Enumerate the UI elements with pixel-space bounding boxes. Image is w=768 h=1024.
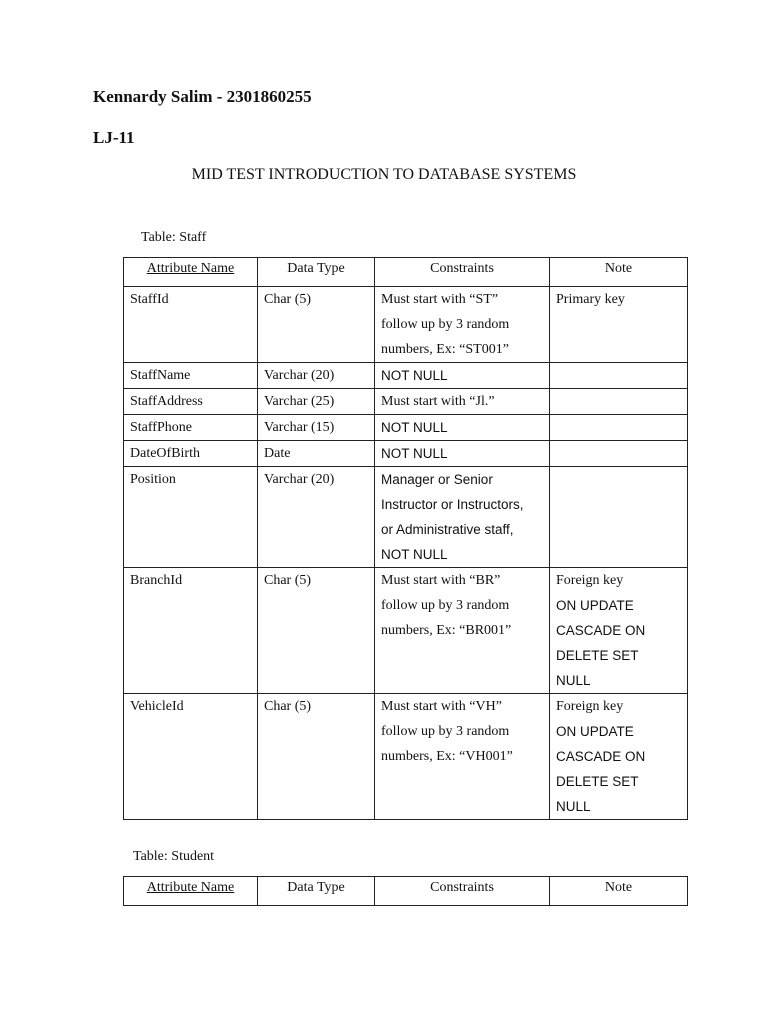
column-header-constraints: Constraints	[375, 877, 550, 906]
constraint-line: or Administrative staff,	[381, 522, 514, 537]
constraint-line: Must start with “VH”	[381, 699, 502, 714]
table-row	[124, 694, 688, 820]
staff-table-caption: Table: Staff	[141, 230, 207, 245]
constraint-line: numbers, Ex: “ST001”	[381, 342, 509, 357]
attribute-name-cell: VehicleId	[124, 694, 258, 820]
data-type-cell: Varchar (20)	[258, 467, 375, 568]
constraint-line: numbers, Ex: “BR001”	[381, 623, 512, 638]
constraint-line: Must start with “Jl.”	[381, 394, 495, 409]
table-row	[124, 441, 688, 467]
table-row	[124, 415, 688, 441]
table-row	[124, 363, 688, 389]
constraint-line: Manager or Senior	[381, 472, 493, 487]
note-line: DELETE SET	[556, 774, 639, 789]
attribute-name-cell: Position	[124, 467, 258, 568]
data-type-cell: Varchar (25)	[258, 389, 375, 415]
note-line: ON UPDATE	[556, 598, 634, 613]
attribute-name-cell: StaffId	[124, 287, 258, 363]
note-cell	[550, 363, 688, 389]
column-header-data-type: Data Type	[258, 258, 375, 287]
attribute-name-cell: BranchId	[124, 568, 258, 694]
constraints-cell	[375, 363, 550, 389]
note-line: CASCADE ON	[556, 749, 646, 764]
note-line: Foreign key	[556, 699, 624, 714]
constraints-cell	[375, 568, 550, 694]
data-type-cell: Date	[258, 441, 375, 467]
class-code: LJ-11	[93, 128, 135, 147]
note-line: NULL	[556, 799, 591, 814]
constraints-cell	[375, 441, 550, 467]
constraints-cell	[375, 389, 550, 415]
column-header-data-type: Data Type	[258, 877, 375, 906]
note-line: Primary key	[556, 292, 625, 307]
column-header-note: Note	[550, 258, 688, 287]
constraint-line: Must start with “BR”	[381, 573, 501, 588]
constraint-line: Instructor or Instructors,	[381, 497, 524, 512]
constraint-line: follow up by 3 random	[381, 598, 510, 613]
constraint-line: NOT NULL	[381, 446, 448, 461]
data-type-cell: Char (5)	[258, 568, 375, 694]
note-cell	[550, 389, 688, 415]
table-row	[124, 568, 688, 694]
column-header-attribute-name: Attribute Name	[124, 877, 258, 906]
constraint-line: numbers, Ex: “VH001”	[381, 749, 513, 764]
staff-table	[123, 257, 688, 820]
constraint-line: NOT NULL	[381, 547, 448, 562]
note-line: ON UPDATE	[556, 724, 634, 739]
column-header-constraints: Constraints	[375, 258, 550, 287]
data-type-cell: Varchar (20)	[258, 363, 375, 389]
note-cell	[550, 415, 688, 441]
data-type-cell: Char (5)	[258, 694, 375, 820]
constraint-line: Must start with “ST”	[381, 292, 499, 307]
staff-table-header-row	[124, 258, 688, 287]
student-table	[123, 876, 688, 906]
staff-table-body	[124, 287, 688, 820]
table-row	[124, 389, 688, 415]
constraints-cell	[375, 467, 550, 568]
constraint-line: NOT NULL	[381, 420, 448, 435]
table-row	[124, 287, 688, 363]
note-line: NULL	[556, 673, 591, 688]
note-line: DELETE SET	[556, 648, 639, 663]
constraint-line: follow up by 3 random	[381, 317, 510, 332]
note-cell	[550, 287, 688, 363]
note-cell	[550, 441, 688, 467]
constraint-line: follow up by 3 random	[381, 724, 510, 739]
column-header-attribute-name: Attribute Name	[124, 258, 258, 287]
note-cell	[550, 467, 688, 568]
note-cell	[550, 568, 688, 694]
note-cell	[550, 694, 688, 820]
author-line: Kennardy Salim - 2301860255	[93, 87, 312, 106]
constraints-cell	[375, 415, 550, 441]
attribute-name-cell: StaffPhone	[124, 415, 258, 441]
document-title: MID TEST INTRODUCTION TO DATABASE SYSTEMS	[191, 166, 577, 183]
student-table-caption: Table: Student	[133, 849, 215, 864]
note-line: CASCADE ON	[556, 623, 646, 638]
data-type-cell: Char (5)	[258, 287, 375, 363]
attribute-name-cell: DateOfBirth	[124, 441, 258, 467]
table-row	[124, 467, 688, 568]
attribute-name-cell: StaffName	[124, 363, 258, 389]
constraints-cell	[375, 287, 550, 363]
column-header-note: Note	[550, 877, 688, 906]
note-line: Foreign key	[556, 573, 624, 588]
attribute-name-cell: StaffAddress	[124, 389, 258, 415]
student-table-header-row	[124, 877, 688, 906]
data-type-cell: Varchar (15)	[258, 415, 375, 441]
constraints-cell	[375, 694, 550, 820]
constraint-line: NOT NULL	[381, 368, 448, 383]
